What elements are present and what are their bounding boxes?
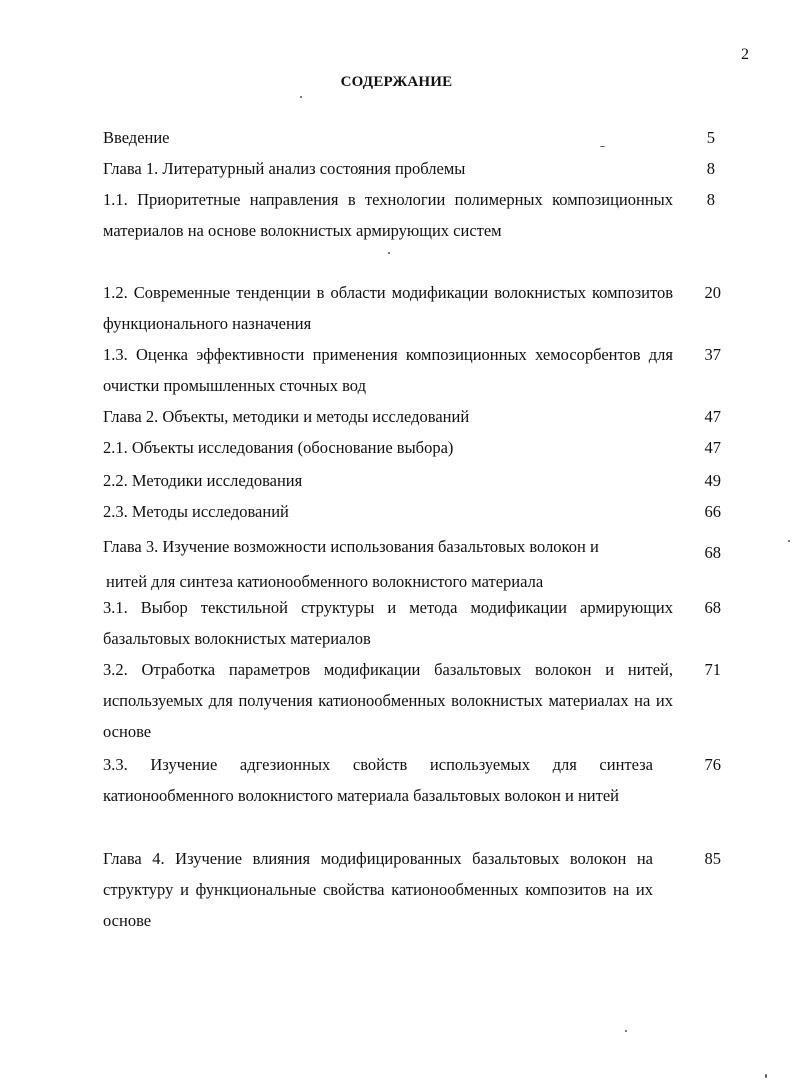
toc-entry-text: Глава 2. Объекты, методики и методы исследований [103, 407, 470, 426]
toc-entry-page: 68 [704, 598, 721, 617]
toc-entry-page: 85 [704, 849, 721, 868]
scan-speck [388, 252, 390, 254]
toc-entry-text: 3.3. Изучение адгезионных свойств используемых для синтеза катионообменного волокнистого материала базальтовых волокон и нитей [103, 755, 653, 805]
scan-speck [788, 540, 790, 542]
toc-entry-text: 3.2. Отработка параметров модификации базальтовых волокон и нитей, используемых для получения катионообменных волокнистых материалах на их основе [103, 660, 673, 741]
toc-entry-text: Введение [103, 128, 170, 147]
toc-entry-page: 68 [704, 543, 721, 562]
toc-entry-text: 1.3. Оценка эффективности применения композиционных хемосорбентов для очистки промышленных сточных вод [103, 345, 673, 395]
toc-entry-page: 76 [704, 755, 721, 774]
toc-entry-page: 8 [706, 190, 715, 209]
toc-entry-page: 20 [704, 283, 721, 302]
scan-speck [765, 1074, 767, 1078]
toc-entry-text: Глава 4. Изучение влияния модифицированных базальтовых волокон на структуру и функциональные свойства катионообменных композитов на их основе [103, 849, 653, 930]
toc-entry-text: 2.2. Методики исследования [103, 471, 303, 490]
toc-entry-text: 1.2. Современные тенденции в области модификации волокнистых композитов функционального назначения [103, 283, 673, 333]
toc-entry-text: 2.3. Методы исследований [103, 502, 289, 521]
toc-entry-page: 5 [706, 128, 715, 147]
toc-entry-page: 47 [704, 438, 721, 457]
page-title: СОДЕРЖАНИЕ [340, 74, 453, 90]
toc-entry-page: 47 [704, 407, 721, 426]
toc-entry-page: 66 [704, 502, 721, 521]
toc-entry-page: 37 [704, 345, 721, 364]
scan-speck [625, 1030, 627, 1032]
toc-entry-text: 2.1. Объекты исследования (обоснование выбора) [103, 438, 454, 457]
scan-speck [600, 146, 605, 147]
toc-entry-text: Глава 1. Литературный анализ состояния проблемы [103, 159, 466, 178]
toc-entry-text: 1.1. Приоритетные направления в технологии полимерных композиционных материалов на основе волокнистых армирующих систем [103, 190, 673, 240]
toc-entry-text: Глава 3. Изучение возможности использования базальтовых волокон и [103, 537, 599, 556]
page-number: 2 [741, 46, 749, 63]
toc-entry-page: 71 [704, 660, 721, 679]
toc-entry-text: 3.1. Выбор текстильной структуры и метода модификации армирующих базальтовых волокнистых материалов [103, 598, 673, 648]
toc-entry-page: 49 [704, 471, 721, 490]
toc-entry-page: 8 [706, 159, 715, 178]
scan-speck [300, 96, 302, 98]
toc-entry-text: нитей для синтеза катионообменного волокнистого материала [106, 572, 544, 591]
